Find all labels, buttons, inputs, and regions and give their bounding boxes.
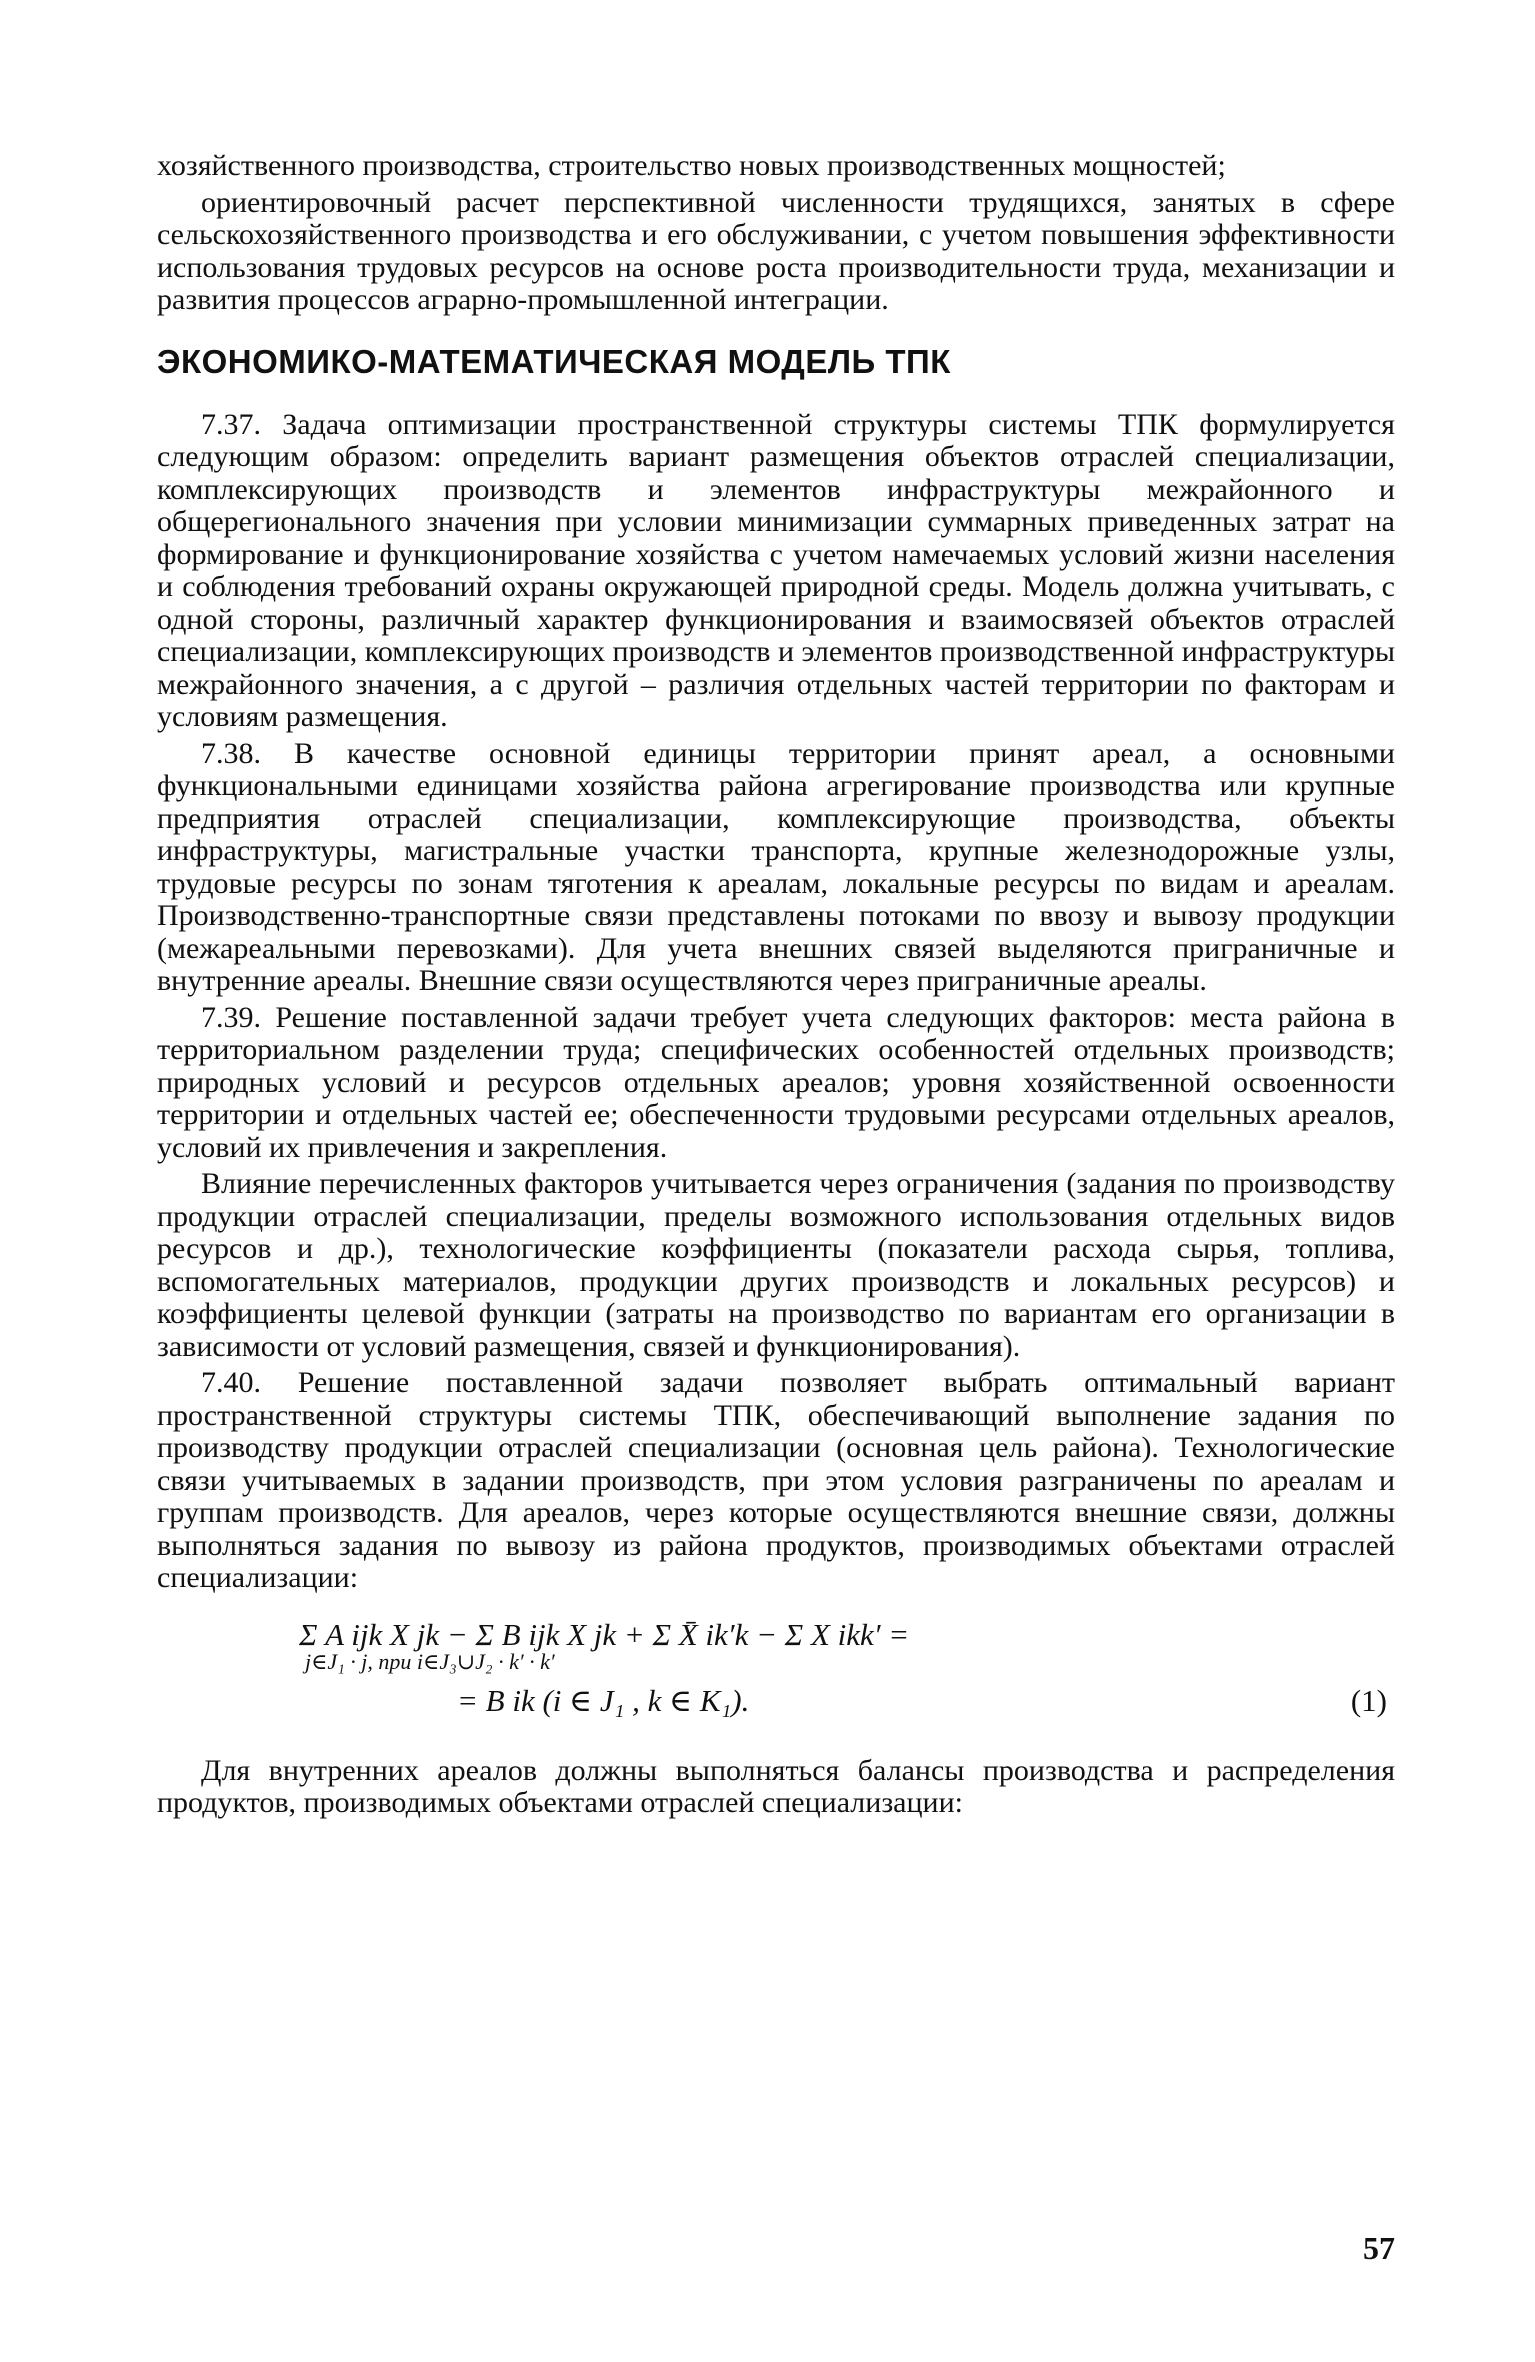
page-number: 57	[1363, 2230, 1395, 2266]
paragraph-continuation: хозяйственного производства, строительство новых производственных мощностей;	[157, 149, 1226, 182]
paragraph-7-37: 7.37. Задача оптимизации пространственной структуры системы ТПК формулируется следующим образом: определить вариант размещения объектов отраслей специализации, комплексирующих производств и элементов инфраструктуры межрайонного и общерегионального значения при условии минимизации суммарных приведенных затрат на формирование и функционирование хозяйства с учетом намечаемых условий жизни населения и соблюдения требований охраны окружающей природной среды. Модель должна учитывать, с одной стороны, различный характер функционирования и взаимосвязей объектов отраслей специализации, комплексирующих производств и элементов производственной инфраструктуры межрайонного значения, а с другой – различия отдельных частей территории по факторам и условиям размещения.	[157, 407, 1395, 733]
paragraph-factors: Влияние перечисленных факторов учитывается через ограничения (задания по производству продукции отраслей специализации, пределы возможного использования отдельных видов ресурсов и др.), технологические коэффициенты (показатели расхода сырья, топлива, вспомогательных материалов, продукции других производств и локальных ресурсов) и коэффициенты целевой функции (затраты на производство по вариантам его организации в зависимости от условий размещения, связей и функционирования).	[157, 1167, 1395, 1363]
equation-line-1: Σ A ijk X jk − Σ B ijk X jk + Σ X̄ ik′k − Σ X ikk′ = j∈J₁ · j, при i∈J₃∪J₂ · k′ · k′	[299, 1616, 910, 1674]
paragraph-internal-areas: Для внутренних ареалов должны выполняться балансы производства и распределения продуктов, производимых объектами отраслей специализации:	[157, 1753, 1395, 1819]
paragraph-labor-estimate: ориентировочный расчет перспективной численности трудящихся, занятых в сфере сельскохозяйственного производства и его обслуживании, с учетом повышения эффективности использования трудовых ресурсов на основе роста производительности труда, механизации и развития процессов аграрно-промышленной интеграции.	[157, 185, 1395, 316]
section-heading: ЭКОНОМИКО-МАТЕМАТИЧЕСКАЯ МОДЕЛЬ ТПК	[157, 342, 951, 380]
equation-1	[157, 1617, 1395, 1737]
paragraph-7-38: 7.38. В качестве основной единицы территории принят ареал, а основными функциональными единицами хозяйства района агрегирование производства или крупные предприятия отраслей специализации, комплексирующие производства, объекты инфраструктуры, магистральные участки транспорта, крупные железнодорожные узлы, трудовые ресурсы по зонам тяготения к ареалам, локальные ресурсы по видам и ареалам. Производственно-транспортные связи представлены потоками по ввозу и вывозу продукции (межареальными перевозками). Для учета внешних связей выделяются приграничные и внутренние ареалы. Внешние связи осуществляются через приграничные ареалы.	[157, 736, 1395, 997]
equation-subscripts: j∈J₁ · j, при i∈J₃∪J₂ · k′ · k′	[305, 1648, 555, 1674]
equation-line-2: = B ik (i ∈ J₁ , k ∈ K₁).	[457, 1682, 750, 1718]
paragraph-7-39: 7.39. Решение поставленной задачи требует учета следующих факторов: места района в территориальном разделении труда; специфических особенностей отдельных производств; природных условий и ресурсов отдельных ареалов; уровня хозяйственной освоенности территории и отдельных частей ее; обеспеченности трудовыми ресурсами отдельных ареалов, условий их привлечения и закрепления.	[157, 1000, 1395, 1164]
equation-number: (1)	[1350, 1682, 1387, 1718]
paragraph-7-40: 7.40. Решение поставленной задачи позволяет выбрать оптимальный вариант пространственной структуры системы ТПК, обеспечивающий выполнение задания по производству продукции отраслей специализации (основная цель района). Технологические связи учитываемых в задании производств, при этом условия разграничены по ареалам и группам производств. Для ареалов, через которые осуществляются внешние связи, должны выполняться задания по вывозу из района продуктов, производимых объектами отраслей специализации:	[157, 1366, 1395, 1594]
